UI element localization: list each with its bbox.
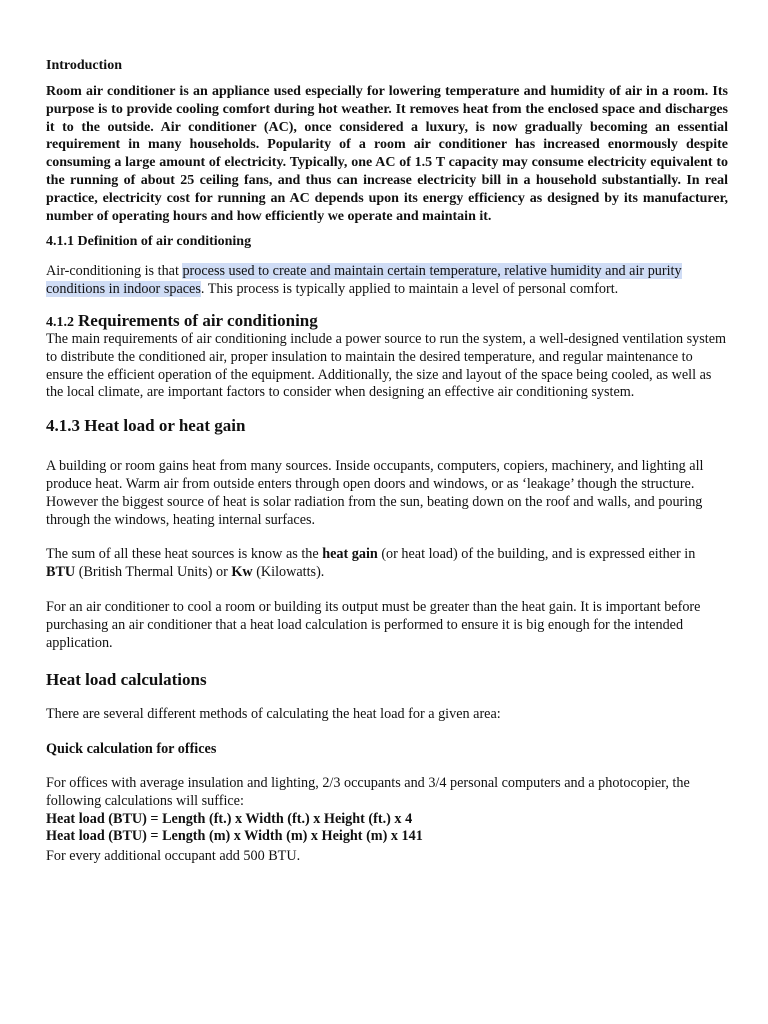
section-title: Requirements of air conditioning [78,310,318,330]
heat-gain-text-2: (or heat load) of the building, and is expressed either in [377,546,696,563]
cooling-output-paragraph: For an air conditioner to cool a room or building its output must be greater than the heat gain. It is important before purchasing an air conditioner that a heat load calculation is performed to ensure it is big enough for the intended application. [46,598,701,651]
definition-text-start: Air-conditioning is that [46,263,183,280]
introduction-paragraph: Room air conditioner is an appliance used especially for lowering temperature and humidity of air in a room. Its purpose is to provide cooling comfort during hot weather. It removes heat from the enclosed space and discharges it to the outside. Air conditioner (AC), once considered a luxury, is now gradually becoming an essential requirement in many households. Popularity of a room air conditioner has increased enormously despite consuming a large amount of electricity. Typically, one AC of 1.5 T capacity may consume electricity equivalent to the running of about 25 ceiling fans, and thus can increase electricity bill in a household substantially. In real practice, electricity cost for running an AC depends upon its energy efficiency as designed by its manufacturer, number of operating hours and how efficiently we operate and maintain it. [46,84,728,224]
section-number: 4.1.2 [46,314,74,330]
kw-term: Kw [231,564,253,581]
heat-sources-paragraph: A building or room gains heat from many sources. Inside occupants, computers, copiers, machinery, and lighting all produce heat. Warm air from outside enters through open doors and windows, or as ‘leakage’ though the structure. However the biggest source of heat is solar radiation from the sun, beating down on the roof and walls, and pouring through the windows, heating internal surfaces. [46,458,704,528]
introduction-heading: Introduction [46,58,122,73]
heat-gain-text-1: The sum of all these heat sources is know as the [46,546,323,563]
heat-gain-term: heat gain [322,546,378,563]
formula-feet: Heat load (BTU) = Length (ft.) x Width (ft.) x Height (ft.) x 4 [46,810,413,827]
document-page [46,58,728,866]
section-4-1-3-heading: 4.1.3 Heat load or heat gain [46,416,246,436]
heat-gain-paragraph [46,546,728,582]
offices-paragraph: For offices with average insulation and lighting, 2/3 occupants and 3/4 personal computers and a photocopier, the following calculations will suffice: [46,775,690,809]
methods-intro-paragraph: There are several different methods of calculating the heat load for a given area: [46,706,501,723]
definition-text-end: . This process is typically applied to maintain a level of personal comfort. [200,281,619,298]
additional-occupant-note: For every additional occupant add 500 BTU. [46,847,301,864]
section-4-1-1-heading: 4.1.1 Definition of air conditioning [46,234,252,250]
heat-gain-text-3: (British Thermal Units) or [75,564,232,581]
quick-calculation-heading: Quick calculation for offices [46,741,217,758]
heat-load-calculations-heading: Heat load calculations [46,670,207,690]
btu-term: BTU [46,564,76,581]
section-4-1-2-heading [46,311,728,331]
definition-paragraph [46,263,728,299]
formula-meters: Heat load (BTU) = Length (m) x Width (m) x Height (m) x 141 [46,827,423,844]
highlighted-definition-text[interactable]: process used to create and maintain certain temperature, relative humidity and air purity conditions in indoor spaces [46,263,682,298]
requirements-paragraph: The main requirements of air conditioning include a power source to run the system, a well-designed ventilation system to distribute the conditioned air, proper insulation to maintain the desired temperature, and regular maintenance to ensure the efficient operation of the equipment. Additionally, the size and layout of the space being cooled, as well as the local climate, are important factors to consider when designing an effective air conditioning system. [46,330,727,401]
heat-gain-text-4: (Kilowatts). [252,564,325,581]
